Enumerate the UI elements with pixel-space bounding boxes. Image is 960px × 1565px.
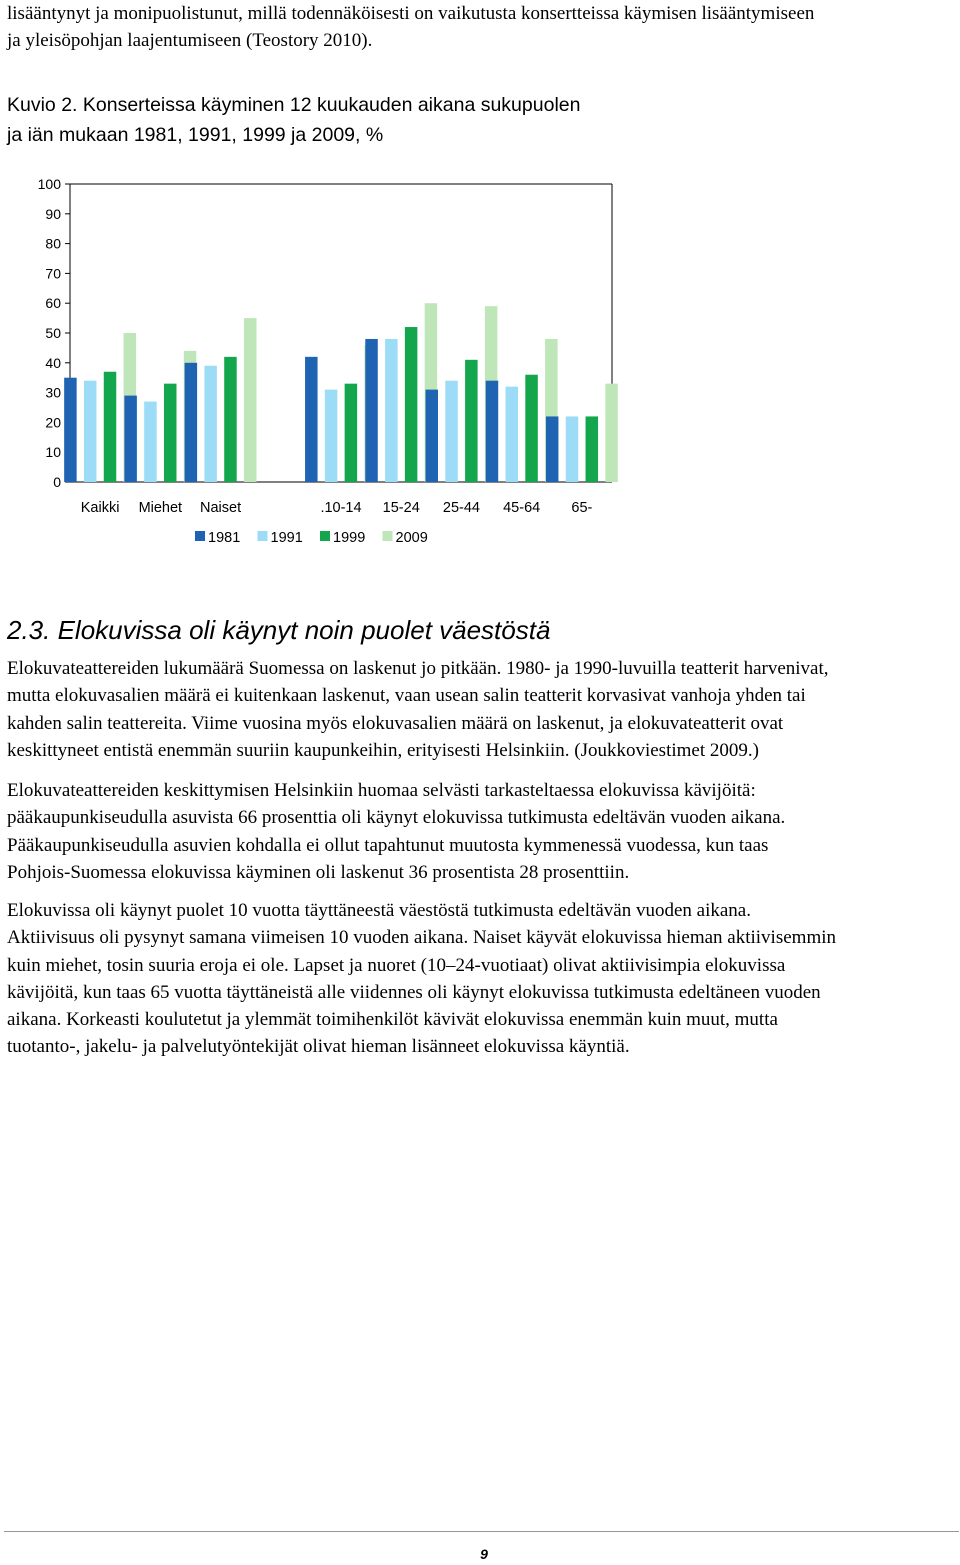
x-category-label: Miehet <box>138 500 183 516</box>
text-line: mutta elokuvasalien määrä ei kuitenkaan laskenut, vaan usean salin teatterit korvasivat vanhoja yhden tai <box>7 685 806 707</box>
section-heading: 2.3. Elokuvissa oli käynyt noin puolet väestöstä <box>7 615 551 645</box>
x-category-label: .10-14 <box>320 500 362 516</box>
text-line: ja yleisöpohjan laajentumiseen (Teostory 2010). <box>7 30 373 52</box>
y-tick-label: 10 <box>45 444 61 461</box>
caption-line: ja iän mukaan 1981, 1991, 1999 ja 2009, % <box>7 124 384 146</box>
body-paragraph <box>7 655 959 764</box>
bar-1999 <box>104 372 117 482</box>
text-line: Aktiivisuus oli pysynyt samana viimeisen 10 vuoden aikana. Naiset käyvät elokuvissa hieman aktiivisemmin <box>7 927 836 949</box>
bar-1981 <box>486 381 499 482</box>
bar-1981 <box>305 357 318 482</box>
y-tick-label: 20 <box>45 414 61 431</box>
bar-1991 <box>445 381 458 482</box>
text-line: Elokuvateattereiden lukumäärä Suomessa on laskenut jo pitkään. 1980- ja 1990-luvuilla teatterit harvenivat, <box>7 658 829 679</box>
bar-1999 <box>465 360 478 482</box>
text-line: pääkaupunkiseudulla asuvista 66 prosenttia oli käynyt elokuvissa tutkimusta edeltävän vuoden aikana. <box>7 807 786 829</box>
legend-swatch <box>320 531 330 541</box>
text-line: tuotanto-, jakelu- ja palvelutyöntekijät olivat hieman lisänneet elokuvissa käyntiä. <box>7 1036 630 1058</box>
legend-label: 2009 <box>395 530 428 546</box>
x-category-label: Kaikki <box>80 500 120 516</box>
y-tick-label: 60 <box>45 295 61 312</box>
bar-1999 <box>164 384 177 482</box>
legend-swatch <box>195 531 205 541</box>
bar-1999 <box>405 327 418 482</box>
x-category-label: 25-44 <box>442 500 480 516</box>
bar-1991 <box>506 387 519 482</box>
text-line: kahden salin teattereita. Viime vuosina myös elokuvasalien määrä on laskenut, ja elokuvateatterit ovat <box>7 712 784 734</box>
bar-1991 <box>385 339 398 482</box>
bar-1981 <box>185 363 198 482</box>
text-line: Pohjois-Suomessa elokuvissa käyminen oli laskenut 36 prosentista 28 prosenttiin. <box>7 861 630 883</box>
y-tick-label: 30 <box>45 384 61 401</box>
text-line: Elokuvissa oli käynyt puolet 10 vuotta täyttäneestä väestöstä tutkimusta edeltävän vuoden aikana. <box>7 900 751 921</box>
bar-1991 <box>144 402 157 482</box>
x-category-label: 45-64 <box>503 500 541 516</box>
bar-1999 <box>586 416 599 482</box>
bar-2009 <box>244 318 257 482</box>
bar-2009 <box>605 384 618 482</box>
bar-1991 <box>566 416 579 482</box>
bar-1981 <box>425 390 438 482</box>
y-tick-labels <box>38 176 62 490</box>
legend-label: 1999 <box>333 530 366 546</box>
chart-legend <box>195 530 428 546</box>
bar-1981 <box>64 378 77 482</box>
legend-swatch <box>258 531 268 541</box>
bar-1991 <box>325 390 338 482</box>
y-tick-label: 100 <box>37 176 61 192</box>
footer-rule <box>4 1531 959 1532</box>
bar-1981 <box>365 339 378 482</box>
bar-1991 <box>204 366 217 482</box>
x-category-label: Naiset <box>200 500 242 516</box>
text-line: keskittyneet entistä enemmän suuriin kaupunkeihin, erityisesti Helsinkiin. (Joukkoviestimet 2009.) <box>7 739 759 761</box>
page-number: 9 <box>480 1546 488 1562</box>
x-category-labels <box>81 500 593 516</box>
legend-swatch <box>383 531 393 541</box>
text-line: kävijöitä, kun taas 65 vuotta täyttäneistä alle viidennes oli käynyt elokuvissa tutkimusta edeltäneen vuoden <box>7 981 821 1003</box>
text-line: Elokuvateattereiden keskittymisen Helsinkiin huomaa selvästi tarkasteltaessa elokuvissa kävijöitä: <box>7 780 756 801</box>
y-tick-label: 80 <box>45 235 61 252</box>
legend-label: 1981 <box>208 530 241 546</box>
figure-caption <box>7 90 580 150</box>
bar-1999 <box>525 375 538 482</box>
body-paragraph <box>7 897 959 1061</box>
bar-1981 <box>546 416 559 482</box>
y-tick-label: 50 <box>45 325 61 341</box>
bar-1981 <box>124 396 137 482</box>
intro-paragraph <box>7 0 959 55</box>
text-line: aikana. Korkeasti koulutetut ja ylemmät toimihenkilöt kävivät elokuvissa enemmän kuin muut, mutta <box>7 1009 778 1031</box>
text-line: kuin miehet, tosin suuria eroja ei ole. Lapset ja nuoret (10–24-vuotiaat) olivat aktiivisimpia elokuvissa <box>7 954 786 976</box>
legend-label: 1991 <box>270 530 303 546</box>
bar-1999 <box>345 384 358 482</box>
text-line: lisääntynyt ja monipuolistunut, millä todennäköisesti on vaikutusta konsertteissa käymisen lisääntymiseen <box>7 3 815 24</box>
x-category-label: 65- <box>571 500 593 516</box>
y-tick-label: 40 <box>45 354 61 371</box>
y-tick-label: 70 <box>45 265 61 282</box>
x-category-label: 15-24 <box>382 500 420 516</box>
y-tick-label: 0 <box>53 474 61 490</box>
y-tick-label: 90 <box>45 205 61 222</box>
chart-bars <box>64 303 618 482</box>
bar-1999 <box>224 357 237 482</box>
caption-line: Kuvio 2. Konserteissa käyminen 12 kuukauden aikana sukupuolen <box>7 94 581 116</box>
body-paragraph <box>7 777 959 886</box>
bar-chart <box>0 160 640 560</box>
bar-1991 <box>84 381 97 482</box>
text-line: Pääkaupunkiseudulla asuvien kohdalla ei ollut tapahtunut muutosta kymmenessä vuodessa, kun taas <box>7 834 769 856</box>
